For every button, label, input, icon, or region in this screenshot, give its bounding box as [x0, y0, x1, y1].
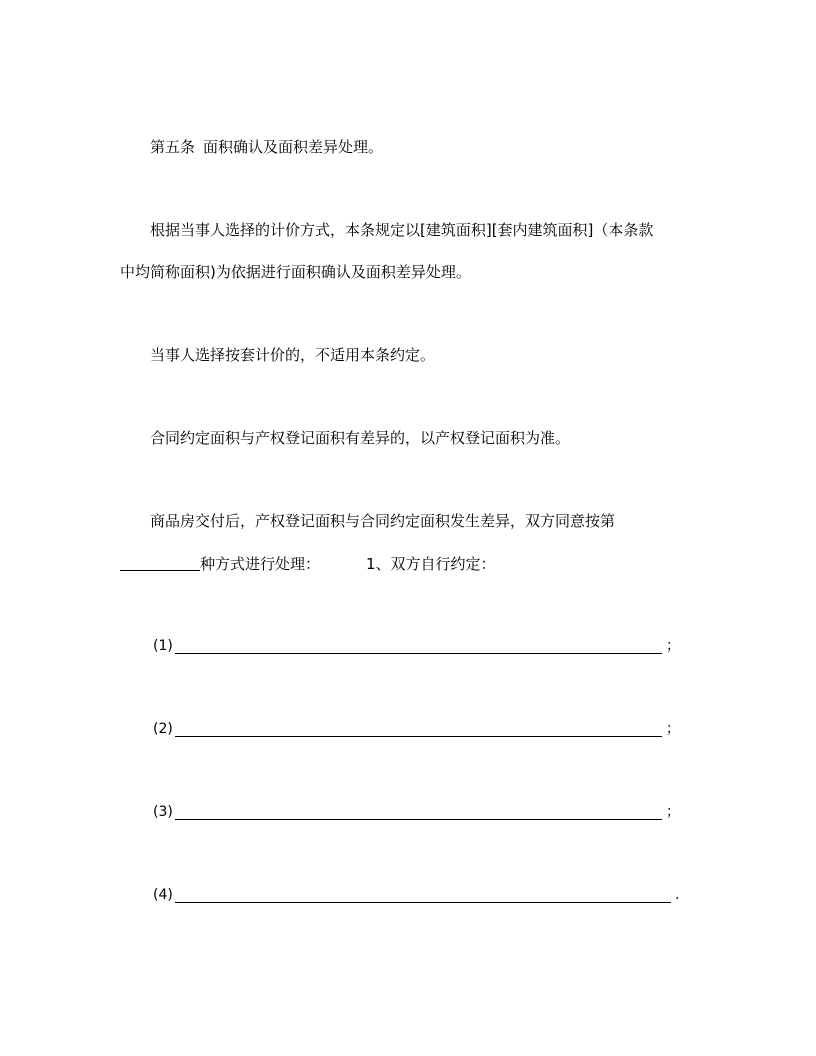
basis-paragraph-line-1: 根据当事人选择的计价方式，本条规定以[建筑面积][套内建筑面积]（本条款	[150, 221, 654, 239]
handling-paragraph-line-1: 商品房交付后，产权登记面积与合同约定面积发生差异，双方同意按第	[150, 512, 616, 530]
article-heading	[150, 137, 383, 157]
item-blank-line[interactable]	[175, 803, 662, 820]
item-end-mark: .	[675, 887, 680, 903]
item-end-mark: ；	[666, 804, 680, 820]
method-number-blank[interactable]	[120, 554, 200, 571]
article-number: 第五条	[150, 138, 196, 156]
package-price-paragraph: 当事人选择按套计价的，不适用本条约定。	[150, 346, 436, 364]
item-number: (1)	[153, 638, 173, 654]
agreement-item	[153, 802, 680, 822]
item-number: (3)	[153, 804, 173, 820]
basis-paragraph-line-2: 中均简称面积)为依据进行面积确认及面积差异处理。	[120, 263, 471, 281]
agreement-item	[153, 719, 680, 739]
item-end-mark: ；	[666, 721, 680, 737]
item-end-mark: ；	[666, 638, 680, 654]
item-blank-line[interactable]	[175, 637, 662, 654]
handling-paragraph-line-2	[120, 554, 496, 574]
contract-area-paragraph: 合同约定面积与产权登记面积有差异的，以产权登记面积为准。	[150, 429, 571, 447]
item-blank-line[interactable]	[175, 720, 662, 737]
article-title: 面积确认及面积差异处理。	[203, 138, 384, 156]
agreement-item	[153, 636, 680, 656]
handling-suffix: 种方式进行处理：	[200, 555, 321, 573]
agreement-item	[153, 885, 679, 905]
item-number: (2)	[153, 721, 173, 737]
item-number: (4)	[153, 887, 173, 903]
item-blank-line[interactable]	[175, 886, 671, 903]
option-1-label: 1、双方自行约定：	[366, 555, 496, 573]
